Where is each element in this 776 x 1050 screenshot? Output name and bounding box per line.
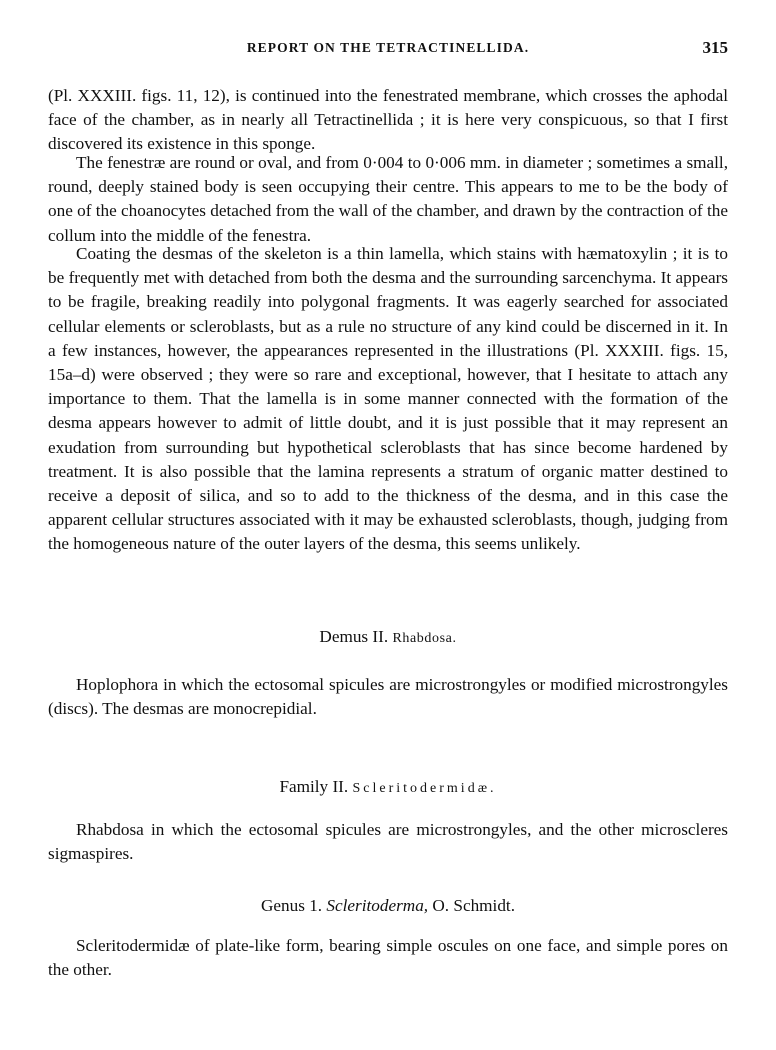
demus-name: Rhabdosa.: [392, 631, 457, 646]
genus-author: O. Schmidt.: [432, 896, 515, 915]
genus-heading: [48, 896, 728, 916]
family-name: Scleritodermidæ.: [352, 781, 497, 796]
page-header: [48, 40, 728, 64]
demus-heading: [48, 627, 728, 647]
genus-description: Scleritodermidæ of plate-like form, bearing simple oscules on one face, and simple pores on the other.: [48, 936, 728, 980]
genus-name: Scleritoderma,: [326, 896, 429, 915]
genus-prefix: Genus 1.: [261, 896, 323, 915]
family-heading: [48, 777, 728, 797]
family-description: Rhabdosa in which the ectosomal spicules are microstrongyles, and the other microscleres sigmaspires.: [48, 820, 728, 864]
demus-prefix: Demus II.: [319, 627, 389, 646]
page-number: 315: [702, 38, 728, 57]
running-title: REPORT ON THE TETRACTINELLIDA.: [246, 40, 530, 55]
demus-description: Hoplophora in which the ectosomal spicules are microstrongyles or modified microstrongyles (discs). The desmas are monocrepidial.: [48, 675, 728, 719]
paragraph-fenestrae: The fenestræ are round or oval, and from 0·004 to 0·006 mm. in diameter ; sometimes a small, round, deeply stained body is seen occupying their centre. This appears to me to be the body of one of the choanocytes detached from the wall of the chamber, and drawn by the contraction of the collum into the middle of the fenestra.: [48, 153, 728, 245]
family-prefix: Family II.: [279, 777, 349, 796]
paragraph-continued: (Pl. XXXIII. figs. 11, 12), is continued into the fenestrated membrane, which crosses the aphodal face of the chamber, as in nearly all Tetractinellida ; it is here very conspicuous, so that I first discovered its existence in this sponge.: [48, 86, 728, 154]
paragraph-lamella: Coating the desmas of the skeleton is a thin lamella, which stains with hæmatoxylin ; it is to be frequently met with detached from both the desma and the surrounding sarcenchyma. It appears to be fragile, breaking readily into polygonal fragments. It was eagerly searched for associated cellular elements or scleroblasts, but as a rule no structure of any kind could be discerned in it. In a few instances, however, the appearances represented in the illustrations (Pl. XXXIII. figs. 15, 15a–d) were observed ; they were so rare and exceptional, however, that I hesitate to attach any importance to them. That the lamella is in some manner connected with the formation of the desma appears however to admit of little doubt, and it is just possible that it may represent an exudation from surrounding but hypothetical scleroblasts that has since become hardened by treatment. It is also possible that the lamina represents a stratum of organic matter destined to receive a deposit of silica, and so to add to the thickness of the desma, and in this case the apparent cellular structures associated with it may be exhausted scleroblasts, though, judging from the homogeneous nature of the outer layers of the desma, this seems unlikely.: [48, 244, 728, 554]
